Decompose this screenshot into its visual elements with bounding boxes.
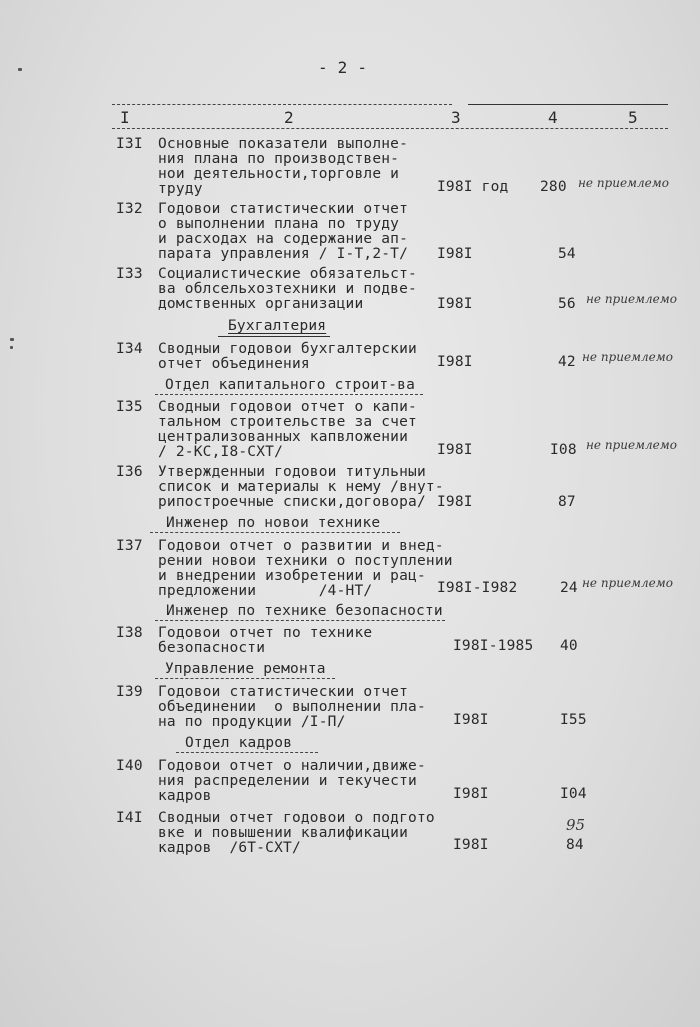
margin-speck — [10, 346, 13, 349]
entry-title-line: отчет объединения — [158, 356, 310, 372]
entry-year: I98I — [437, 296, 473, 312]
header-bottom-rule — [112, 128, 668, 129]
entry-title-line: Сводныи годовои отчет о капи- — [158, 399, 417, 415]
section-underline — [150, 532, 400, 533]
entry-count: 42 — [558, 354, 576, 370]
entry-count: I08 — [550, 442, 577, 458]
entry-number: I40 — [116, 758, 143, 774]
column-header-3: 3 — [451, 108, 461, 127]
entry-title-line: Утвержденныи годовои титульныи — [158, 464, 426, 480]
handwritten-note: не приемлемо — [582, 576, 673, 590]
entry-number: I32 — [116, 201, 143, 217]
entry-number: I38 — [116, 625, 143, 641]
entry-number: I37 — [116, 538, 143, 554]
entry-count: 84 — [566, 837, 584, 853]
entry-title-line: ния распределении и текучести — [158, 773, 417, 789]
entry-count: 24 — [560, 580, 578, 596]
handwritten-note: не приемлемо — [582, 350, 673, 364]
entry-year: I98I — [453, 837, 489, 853]
header-top-rule — [112, 104, 452, 105]
section-heading: Управление ремонта — [165, 661, 326, 677]
section-underline — [176, 752, 318, 753]
handwritten-note: не приемлемо — [586, 438, 677, 452]
entry-title-line: Сводныи отчет годовои о подгото — [158, 810, 435, 826]
column-header-1: I — [120, 108, 130, 127]
handwritten-note: не приемлемо — [578, 176, 669, 190]
entry-count: I04 — [560, 786, 587, 802]
entry-title-line: Годовои отчет о наличии,движе- — [158, 758, 426, 774]
section-heading: Бухгалтерия — [228, 318, 327, 334]
entry-title-line: парата управления / I-Т,2-Т/ — [158, 246, 409, 262]
entry-title-line: Годовои статистическии отчет — [158, 684, 409, 700]
section-heading: Отдел капитального строит-ва — [165, 377, 416, 393]
entry-title-line: ва облсельхозтехники и подве- — [158, 281, 417, 297]
entry-year: I98I — [437, 354, 473, 370]
entry-count: 87 — [558, 494, 576, 510]
entry-title-line: Сводныи годовои бухгалтерскии — [158, 341, 417, 357]
entry-count: 54 — [558, 246, 576, 262]
entry-title-line: безопасности — [158, 640, 266, 656]
entry-title-line: домственных организации — [158, 296, 364, 312]
entry-title-line: кадров /6Т-СХТ/ — [158, 840, 301, 856]
margin-speck — [10, 338, 14, 341]
entry-title-line: / 2-КС,I8-СХТ/ — [158, 444, 284, 460]
entry-title-line: список и материалы к нему /внут- — [158, 479, 444, 495]
entry-title-line: рипостроечные списки,договора/ — [158, 494, 426, 510]
entry-title-line: труду — [158, 181, 203, 197]
entry-title-line: рении новои техники о поступлении — [158, 553, 453, 569]
section-heading: Инженер по новои технике — [166, 515, 381, 531]
entry-year: I98I — [437, 494, 473, 510]
section-heading: Отдел кадров — [185, 735, 293, 751]
entry-count: 280 — [540, 179, 567, 195]
entry-title-line: кадров — [158, 788, 212, 804]
entry-title-line: и внедрении изобретении и рац- — [158, 568, 426, 584]
column-header-5: 5 — [628, 108, 638, 127]
entry-number: I34 — [116, 341, 143, 357]
section-underline — [155, 394, 423, 395]
entry-number: I39 — [116, 684, 143, 700]
entry-title-line: предложении /4-НТ/ — [158, 583, 373, 599]
entry-number: I3I — [116, 136, 143, 152]
section-underline — [218, 336, 330, 337]
column-header-2: 2 — [284, 108, 294, 127]
entry-count: I55 — [560, 712, 587, 728]
entry-title-line: ния плана по производствен- — [158, 151, 400, 167]
entry-count: 40 — [560, 638, 578, 654]
entry-title-line: нои деятельности,торговле и — [158, 166, 400, 182]
section-underline — [155, 678, 335, 679]
entry-title-line: объединении о выполнении пла- — [158, 699, 426, 715]
entry-title-line: Годовои отчет о развитии и внед- — [158, 538, 444, 554]
entry-title-line: и расходах на содержание ап- — [158, 231, 409, 247]
entry-year: I98I — [453, 786, 489, 802]
margin-speck — [18, 68, 22, 71]
entry-count: 56 — [558, 296, 576, 312]
handwritten-note: не приемлемо — [586, 292, 677, 306]
page-number: - 2 - — [318, 58, 368, 77]
entry-year: I98I — [437, 246, 473, 262]
section-underline — [155, 620, 445, 621]
entry-year: I98I — [437, 442, 473, 458]
entry-number: I36 — [116, 464, 143, 480]
entry-title-line: централизованных капвложении — [158, 429, 409, 445]
handwritten-correction: 95 — [566, 816, 586, 834]
entry-title-line: тальном строительстве за счет — [158, 414, 417, 430]
entry-title-line: Социалистические обязательст- — [158, 266, 417, 282]
column-header-4: 4 — [548, 108, 558, 127]
header-top-rule-right — [468, 104, 668, 105]
entry-title-line: о выполнении плана по труду — [158, 216, 400, 232]
entry-number: I4I — [116, 810, 143, 826]
entry-title-line: Основные показатели выполне- — [158, 136, 409, 152]
entry-title-line: на по продукции /I-П/ — [158, 714, 346, 730]
section-heading: Инженер по технике безопасности — [166, 603, 443, 619]
entry-title-line: Годовои отчет по технике — [158, 625, 373, 641]
entry-number: I35 — [116, 399, 143, 415]
entry-title-line: Годовои статистическии отчет — [158, 201, 409, 217]
entry-title-line: вке и повышении квалификации — [158, 825, 409, 841]
entry-year: I98I год — [437, 179, 509, 195]
entry-year: I98I-1985 — [453, 638, 534, 654]
entry-number: I33 — [116, 266, 143, 282]
entry-year: I98I — [453, 712, 489, 728]
entry-year: I98I-I982 — [437, 580, 518, 596]
